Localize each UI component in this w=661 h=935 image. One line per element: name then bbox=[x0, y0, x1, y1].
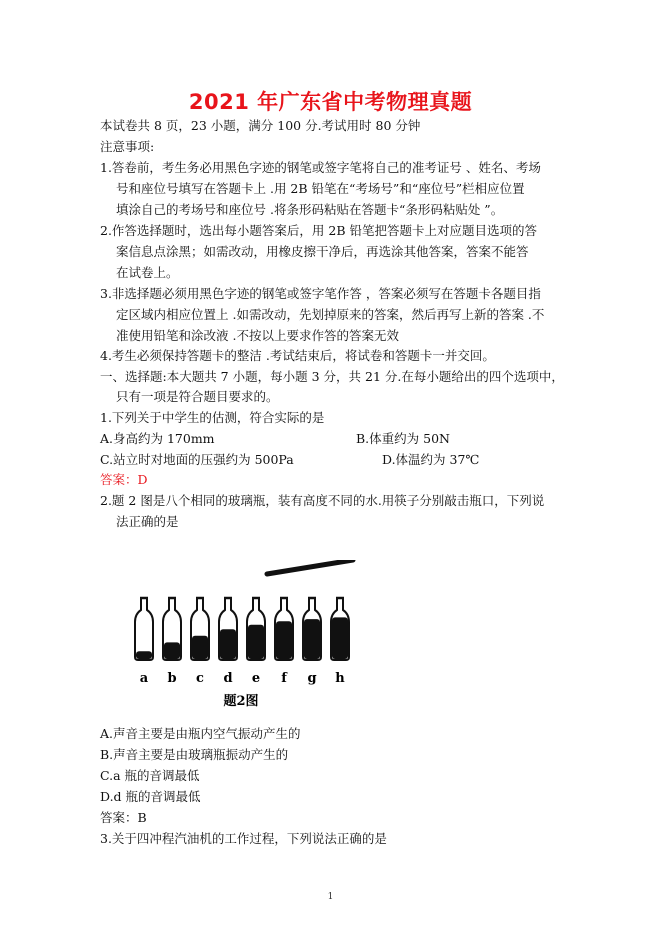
water-g bbox=[304, 619, 320, 659]
q2-option-d: D.d 瓶的音调最低 bbox=[100, 789, 201, 804]
notice-1-line-2: 号和座位号填写在答题卡上 .用 2B 铅笔在“考场号”和“座位号”栏相应位置 bbox=[116, 181, 525, 196]
chopstick-icon bbox=[267, 560, 353, 574]
notice-heading: 注意事项: bbox=[100, 139, 155, 154]
q2-option-a: A.声音主要是由瓶内空气振动产生的 bbox=[100, 726, 301, 741]
q1-option-c: C.站立时对地面的压强约为 500Pa bbox=[100, 452, 294, 467]
notice-1-line-1: 1.答卷前，考生务必用黑色字迹的钢笔或签字笔将自己的准考证号 、姓名、考场 bbox=[100, 160, 541, 175]
exam-info: 本试卷共 8 页，23 小题，满分 100 分.考试用时 80 分钟 bbox=[100, 118, 421, 133]
bottle-h bbox=[331, 598, 349, 660]
bottle-a bbox=[135, 598, 153, 660]
section-heading-line-2: 只有一项是符合题目要求的。 bbox=[116, 389, 279, 404]
notice-2-line-1: 2.作答选择题时，选出每小题答案后，用 2B 铅笔把答题卡上对应题目选项的答 bbox=[100, 223, 538, 238]
q2-option-b: B.声音主要是由玻璃瓶振动产生的 bbox=[100, 747, 289, 762]
notice-3-line-1: 3.非选择题必须用黑色字迹的钢笔或签字笔作答 ，答案必须写在答题卡各题目指 bbox=[100, 286, 541, 301]
water-d bbox=[220, 629, 236, 659]
page-title: 2021 年广东省中考物理真题 bbox=[188, 90, 473, 114]
q1-answer-text: 答案：D bbox=[100, 472, 148, 487]
q1-option-d: D.体温约为 37℃ bbox=[382, 452, 480, 467]
notice-3-line-3: 准使用铅笔和涂改液 .不按以上要求作答的答案无效 bbox=[116, 328, 399, 343]
figure-caption: 题2图 bbox=[223, 694, 259, 709]
notice-2-line-2: 案信息点涂黑；如需改动，用橡皮擦干净后，再选涂其他答案，答案不能答 bbox=[116, 244, 529, 259]
bottle-f bbox=[275, 598, 293, 660]
bottle-label-f: f bbox=[281, 671, 287, 686]
bottle-label-d: d bbox=[223, 671, 233, 686]
bottle-label-h: h bbox=[335, 671, 345, 686]
notice-1-line-3: 填涂自己的考场号和座位号 .将条形码粘贴在答题卡“条形码粘贴处 ”。 bbox=[116, 202, 504, 217]
q1-option-a: A.身高约为 170mm bbox=[100, 431, 215, 446]
bottle-labels bbox=[140, 671, 345, 686]
q1-answer bbox=[100, 472, 148, 488]
bottle-c bbox=[191, 598, 209, 660]
notice-2-line-3: 在试卷上。 bbox=[116, 265, 179, 280]
q2-stem-line-2: 法正确的是 bbox=[116, 514, 179, 529]
water-f bbox=[276, 621, 292, 659]
q1-stem: 1.下列关于中学生的估测，符合实际的是 bbox=[100, 410, 325, 425]
bottle-label-c: c bbox=[196, 671, 204, 686]
q3-stem: 3.关于四冲程汽油机的工作过程，下列说法正确的是 bbox=[100, 831, 387, 846]
water-a bbox=[136, 651, 152, 659]
bottle-label-a: a bbox=[139, 671, 149, 686]
bottle-label-b: b bbox=[167, 671, 177, 686]
bottles-figure bbox=[125, 560, 365, 720]
bottle-b bbox=[163, 598, 181, 660]
bottle-label-g: g bbox=[307, 671, 317, 686]
bottle-g bbox=[303, 598, 321, 660]
water-c bbox=[192, 636, 208, 659]
notice-3-line-2: 定区域内相应位置上 .如需改动，先划掉原来的答案，然后再写上新的答案 .不 bbox=[116, 307, 545, 322]
q2-option-c: C.a 瓶的音调最低 bbox=[100, 768, 200, 783]
section-heading-line-1: 一、选择题:本大题共 7 小题，每小题 3 分，共 21 分.在每小题给出的四个选项中， bbox=[100, 369, 564, 384]
q2-stem-line-1: 2.题 2 图是八个相同的玻璃瓶，装有高度不同的水.用筷子分别敲击瓶口，下列说 bbox=[100, 493, 545, 508]
water-b bbox=[164, 642, 180, 659]
page-number: 1 bbox=[327, 892, 334, 902]
q2-answer: 答案：B bbox=[100, 810, 147, 825]
water-h bbox=[332, 617, 348, 659]
bottle-outline-a bbox=[135, 598, 153, 660]
notice-4-line-1: 4.考生必须保持答题卡的整洁 .考试结束后，将试卷和答题卡一并交回。 bbox=[100, 348, 495, 363]
q1-option-b: B.体重约为 50N bbox=[356, 431, 450, 446]
bottle-e bbox=[247, 598, 265, 660]
bottle-row bbox=[135, 598, 349, 660]
bottle-d bbox=[219, 598, 237, 660]
water-e bbox=[248, 625, 264, 659]
bottle-label-e: e bbox=[251, 671, 261, 686]
